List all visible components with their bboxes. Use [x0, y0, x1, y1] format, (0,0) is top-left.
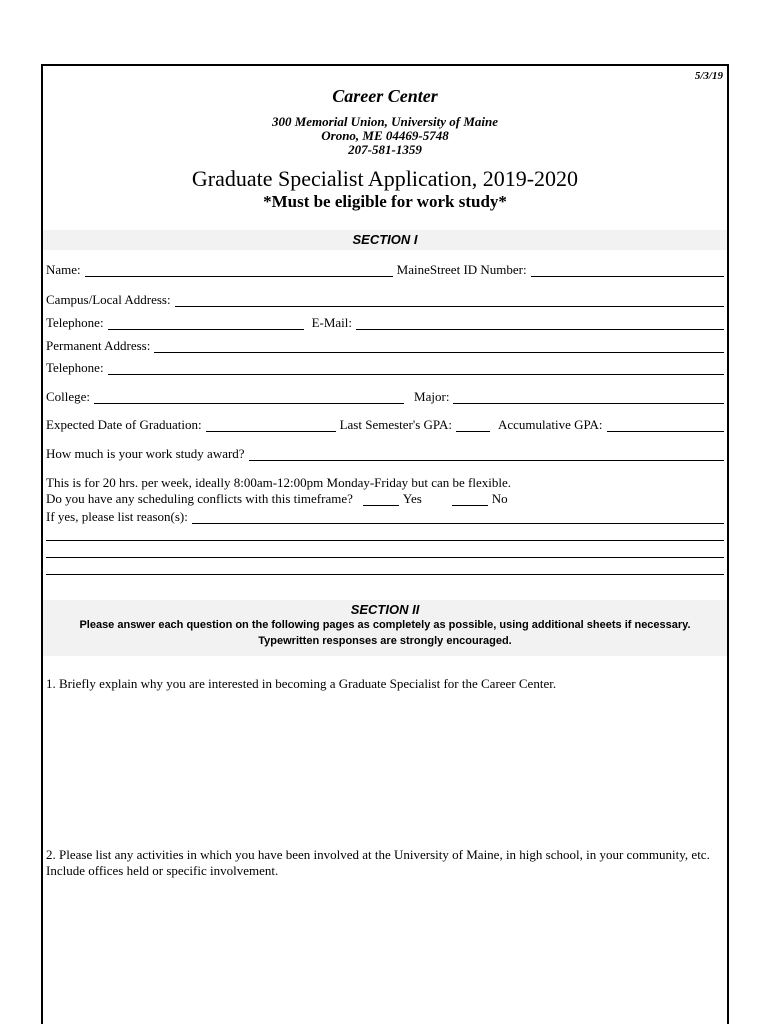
campus-address-row [46, 292, 724, 307]
section-2-heading: SECTION II [350, 602, 420, 617]
permanent-address-label: Permanent Address: [46, 338, 151, 353]
application-title: Graduate Specialist Application, 2019-2020 [191, 166, 579, 191]
email-field[interactable] [356, 316, 724, 330]
telephone-label: Telephone: [46, 315, 104, 330]
major-label: Major: [414, 389, 450, 404]
last-gpa-field[interactable] [456, 418, 490, 432]
campus-address-label: Campus/Local Address: [46, 292, 171, 307]
reasons-line-2[interactable] [46, 540, 724, 541]
graduation-label: Expected Date of Graduation: [46, 417, 202, 432]
award-label: How much is your work study award? [46, 446, 245, 461]
application-form [41, 64, 729, 1024]
reasons-line-3[interactable] [46, 557, 724, 558]
award-field[interactable] [249, 447, 724, 461]
section-2-instructions: Please answer each question on the following pages as completely as possible, using additional sheets if necessary. [79, 619, 691, 631]
college-label: College: [46, 389, 91, 404]
no-field[interactable] [452, 492, 488, 506]
id-number-field[interactable] [531, 263, 724, 277]
reasons-label: If yes, please list reason(s): [46, 509, 188, 524]
hours-note: This is for 20 hrs. per week, ideally 8:00am-12:00pm Monday-Friday but can be flexible. [46, 475, 512, 490]
question-1: 1. Briefly explain why you are interested in becoming a Graduate Specialist for the Career Center. [46, 676, 557, 691]
org-phone: 207-581-1359 [348, 142, 422, 157]
yes-field[interactable] [363, 492, 399, 506]
no-label: No [491, 491, 508, 506]
accum-gpa-label: Accumulative GPA: [497, 417, 603, 432]
permanent-telephone-row [46, 360, 724, 375]
org-address-line1: 300 Memorial Union, University of Maine [271, 114, 499, 129]
revision-date: 5/3/19 [694, 70, 723, 82]
yes-label: Yes [402, 491, 422, 506]
telephone-field[interactable] [108, 316, 304, 330]
section-2-header [43, 600, 727, 656]
telephone-email-row [46, 315, 724, 330]
name-row [46, 262, 724, 277]
permanent-telephone-label: Telephone: [46, 360, 104, 375]
section-2-typewritten-note: Typewritten responses are strongly encouraged. [258, 635, 512, 647]
college-major-row [46, 389, 724, 404]
reasons-field[interactable] [192, 510, 724, 524]
permanent-address-field[interactable] [154, 339, 724, 353]
permanent-telephone-field[interactable] [108, 361, 724, 375]
id-number-label: MaineStreet ID Number: [396, 262, 527, 277]
reasons-line-4[interactable] [46, 574, 724, 575]
org-address-line2: Orono, ME 04469-5748 [321, 128, 449, 143]
major-field[interactable] [453, 390, 724, 404]
conflicts-label: Do you have any scheduling conflicts with this timeframe? [46, 491, 353, 506]
campus-address-field[interactable] [175, 293, 724, 307]
accum-gpa-field[interactable] [607, 418, 724, 432]
section-1-heading: SECTION I [43, 230, 727, 250]
question-2: 2. Please list any activities in which you have been involved at the University of Maine, in high school, in your community, etc. Include offices held or specific involvement. [46, 847, 710, 878]
name-field[interactable] [85, 263, 393, 277]
reasons-row [46, 509, 724, 524]
last-gpa-label: Last Semester's GPA: [339, 417, 452, 432]
graduation-field[interactable] [206, 418, 336, 432]
college-field[interactable] [94, 390, 404, 404]
org-name: Career Center [332, 86, 438, 106]
conflicts-row [46, 491, 724, 506]
award-row [46, 446, 724, 461]
graduation-gpa-row [46, 417, 724, 432]
eligibility-note: *Must be eligible for work study* [263, 192, 507, 211]
permanent-address-row [46, 338, 724, 353]
email-label: E-Mail: [311, 315, 353, 330]
name-label: Name: [46, 262, 81, 277]
